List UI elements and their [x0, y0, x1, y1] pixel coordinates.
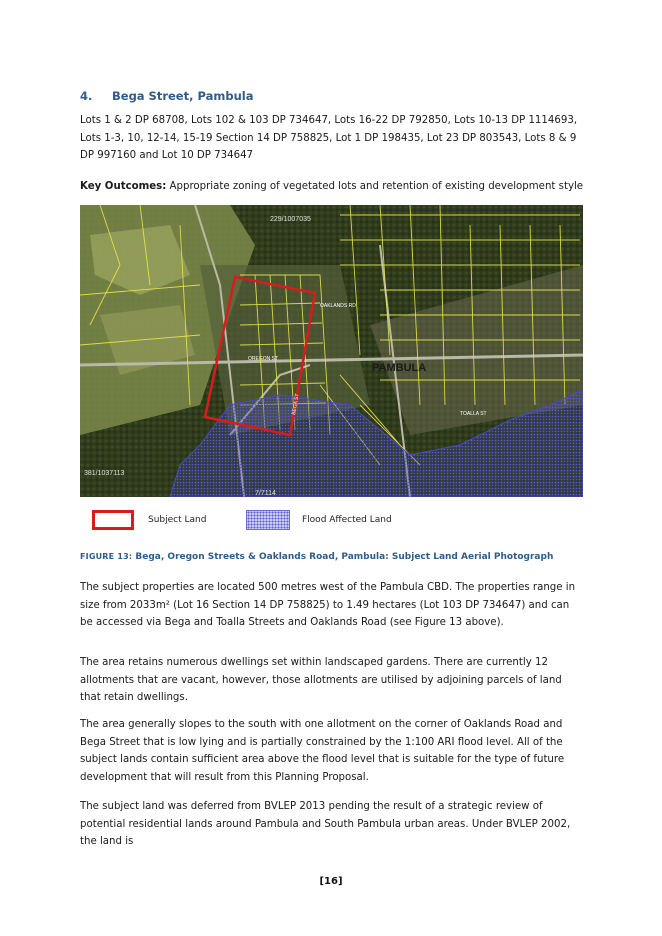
aerial-photograph	[80, 205, 583, 497]
body-paragraph: The area generally slopes to the south with one allotment on the corner of Oaklands Road and Bega Street that is low lying and is partially constrained by the 1:100 ARI flood level. All of the subject lands contain sufficient area above the flood level that is suitable for the type of future development that will result from this Planning Proposal.	[80, 719, 565, 783]
subject-land-legend-label: Subject Land	[148, 515, 207, 525]
section-number: 4.	[80, 89, 93, 103]
aerial-map-svg	[80, 205, 583, 497]
lot-label: 381/1037113	[84, 470, 125, 477]
lot-label: 7/7114	[255, 490, 276, 497]
body-paragraph: The subject properties are located 500 metres west of the Pambula CBD. The properties range in size from 2033m² (Lot 16 Section 14 DP 758825) to 1.49 hectares (Lot 103 DP 734647) and can be accessed via Bega and Toalla Streets and Oaklands Road (see Figure 13 above).	[80, 582, 576, 628]
key-outcomes-label: Key Outcomes:	[80, 181, 167, 192]
key-outcomes-text: Appropriate zoning of vegetated lots and retention of existing development style	[166, 181, 584, 192]
street-label: OAKLANDS RD	[320, 303, 356, 309]
key-outcomes	[80, 178, 585, 196]
subject-land-swatch	[92, 510, 134, 530]
street-label: TOALLA ST	[460, 411, 487, 417]
figure-caption-text: Bega, Oregon Streets & Oaklands Road, Pambula: Subject Land Aerial Photograph	[132, 552, 554, 562]
lot-label: 229/1007035	[270, 216, 311, 223]
figure-caption-prefix: FIGURE 13:	[80, 552, 133, 561]
lots-description: Lots 1 & 2 DP 68708, Lots 102 & 103 DP 734647, Lots 16-22 DP 792850, Lots 10-13 DP 1114693, Lots 1-3, 10, 12-14, 15-19 Section 14 DP 758825, Lot 1 DP 198435, Lot 23 DP 803543, Lots 8 & 9 DP 997160 and Lot 10 DP 734647	[80, 115, 578, 161]
street-label: BEGA ST	[291, 393, 301, 416]
street-label: OREGON ST	[248, 356, 279, 362]
section-title: Bega Street, Pambula	[112, 89, 254, 103]
flood-affected-swatch	[246, 510, 290, 530]
map-legend	[92, 510, 572, 536]
figure-caption	[80, 552, 553, 562]
place-label: PAMBULA	[372, 362, 427, 374]
section-heading	[80, 89, 253, 103]
page-number: [16]	[319, 876, 343, 887]
body-paragraph: The area retains numerous dwellings set within landscaped gardens. There are currently 12 allotments that are vacant, however, those allotments are utilised by adjoining parcels of land that retain dwellings.	[80, 657, 562, 703]
flood-affected-legend-label: Flood Affected Land	[302, 515, 392, 525]
body-paragraph: The subject land was deferred from BVLEP 2013 pending the result of a strategic review of potential residential lands around Pambula and South Pambula urban areas. Under BVLEP 2002, the land is	[80, 801, 571, 847]
